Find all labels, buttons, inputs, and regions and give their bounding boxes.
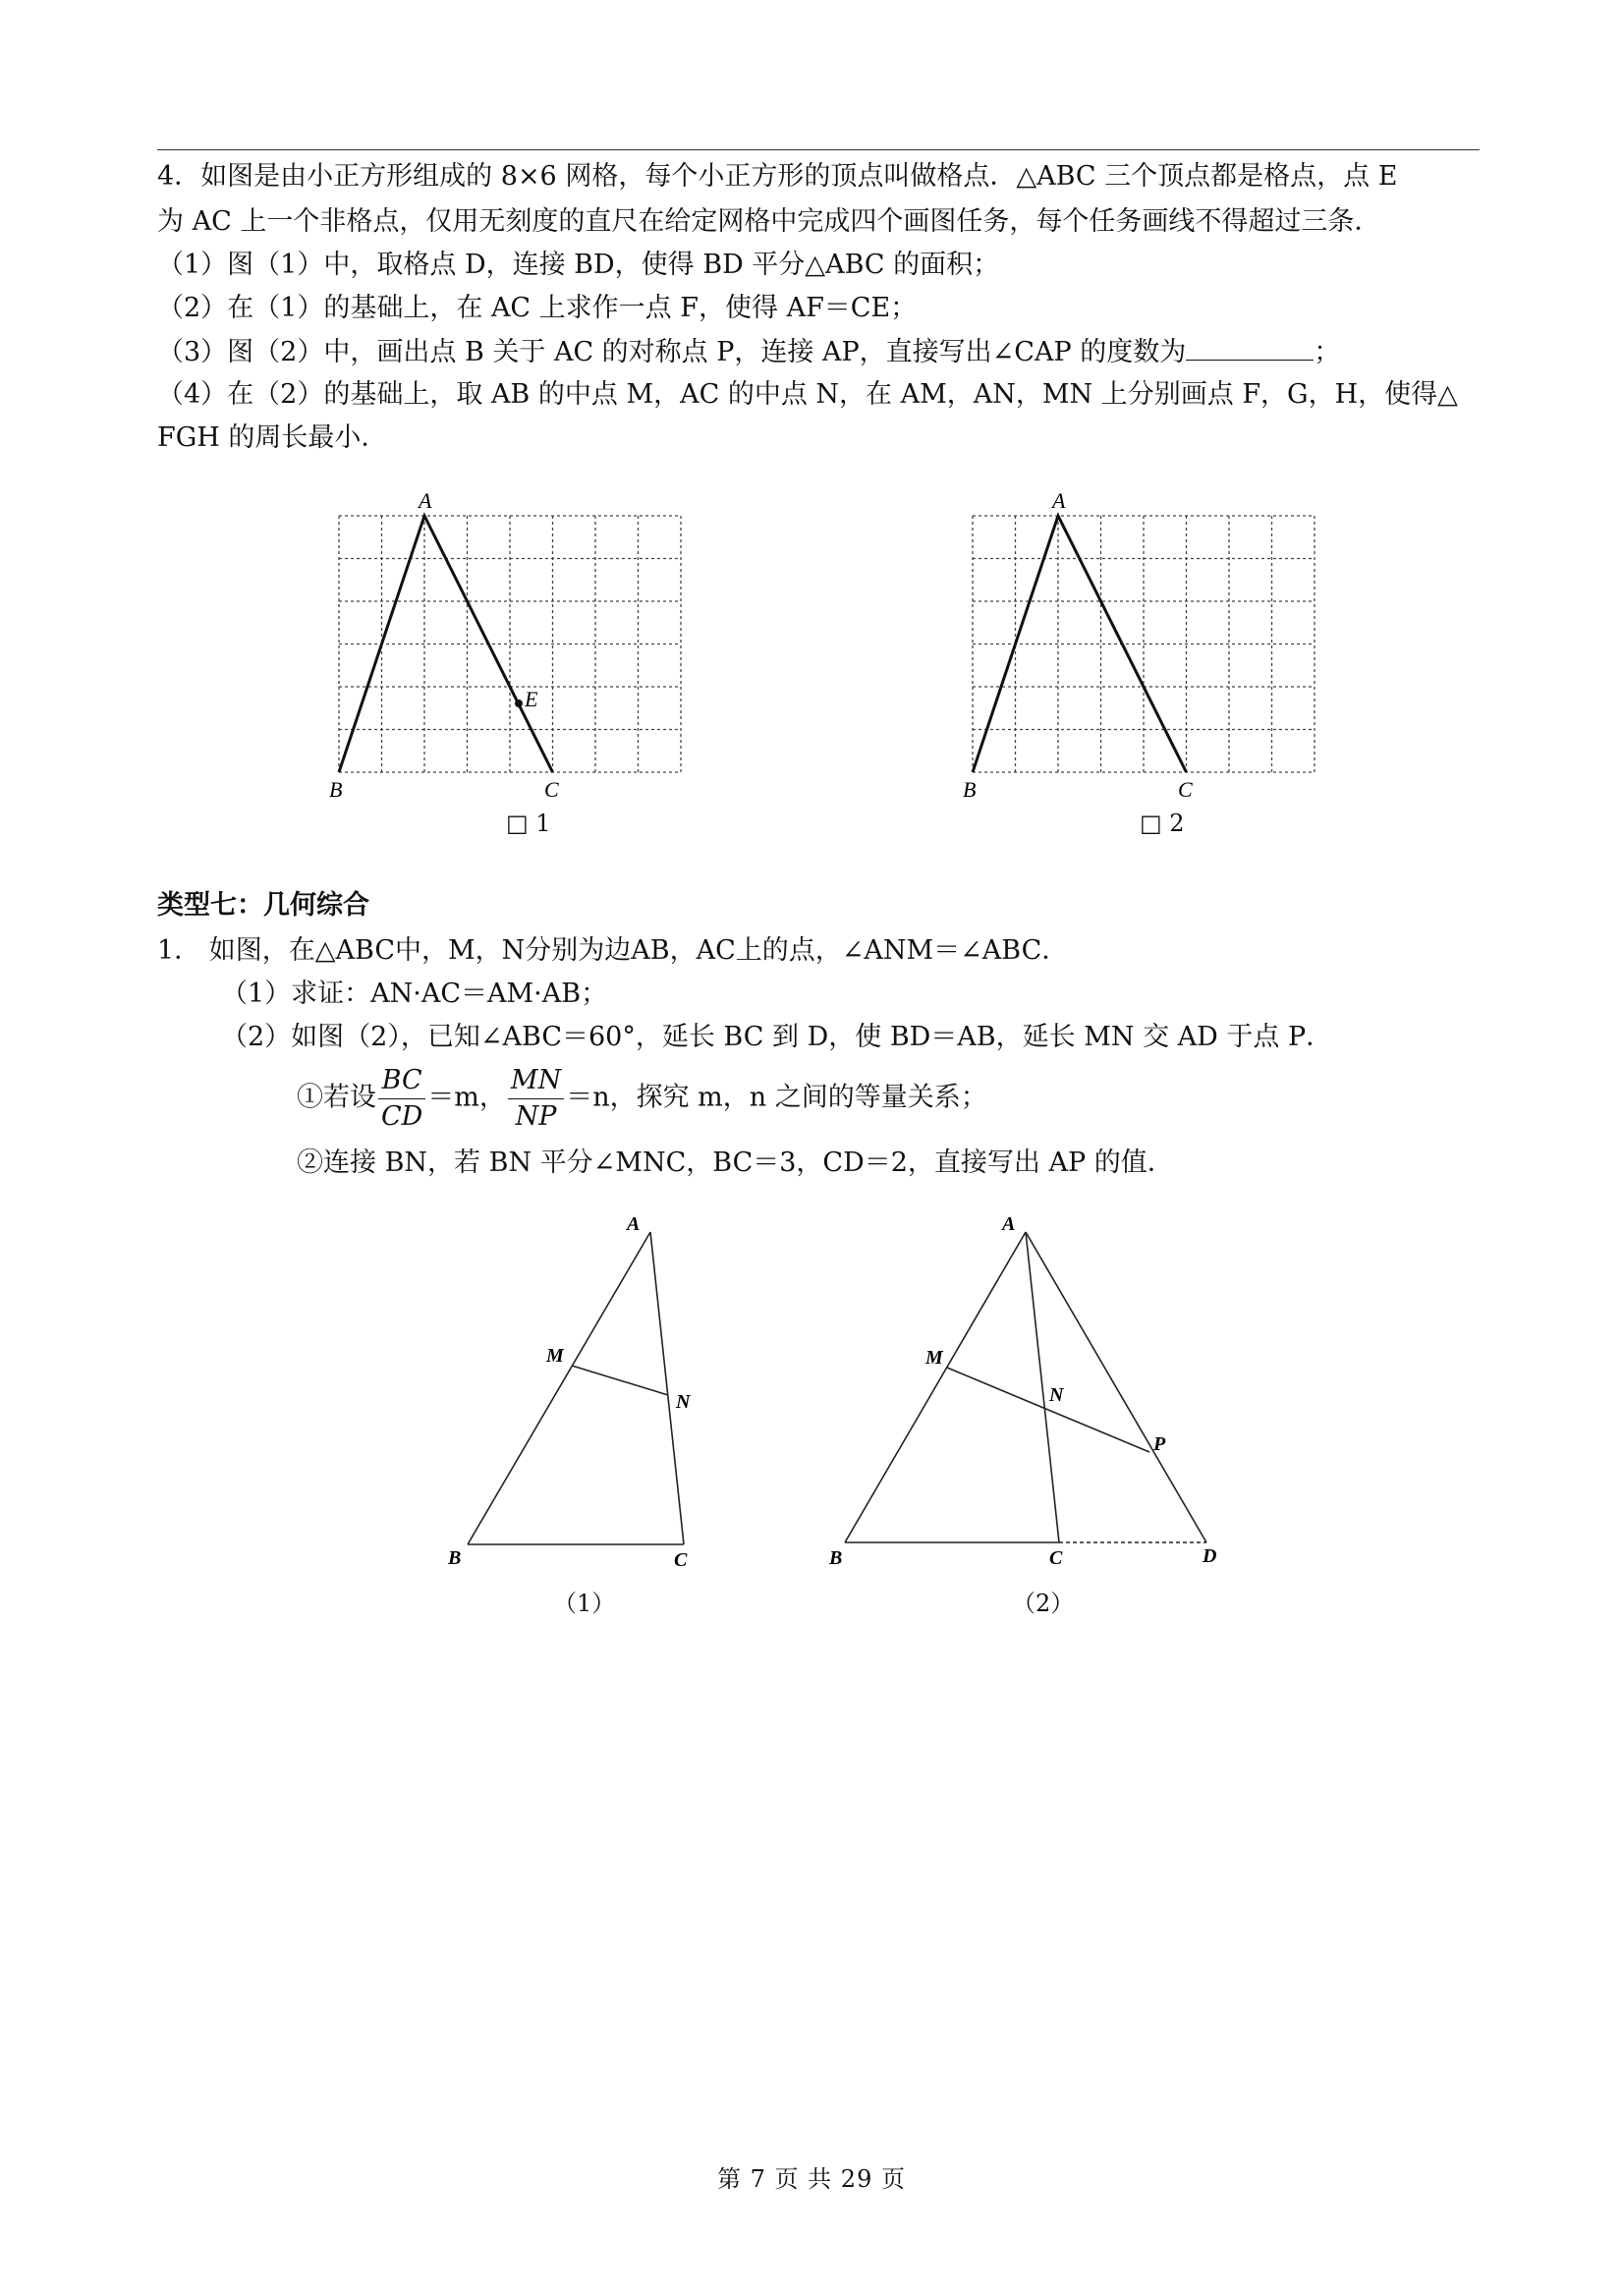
- label-m: M: [925, 1347, 943, 1369]
- page-footer: 第 7 页 共 29 页: [717, 2165, 906, 2193]
- problem4-task3: [157, 338, 1340, 365]
- label-a: A: [1002, 1213, 1016, 1235]
- fraction-numerator: MN: [508, 1066, 564, 1099]
- fraction-denominator: CD: [381, 1100, 423, 1132]
- problem4-line2: 为 AC 上一个非格点，仅用无刻度的直尺在给定网格中完成四个画图任务，每个任务画线不得超过三条．: [157, 206, 1381, 237]
- segment-ac: [650, 1232, 684, 1544]
- point-e: [515, 700, 523, 707]
- label-e: E: [525, 687, 538, 711]
- triangle-figure-2-caption: （2）: [1012, 1590, 1075, 1617]
- label-d: D: [1203, 1545, 1217, 1567]
- grid-figure-1-caption: □ 1: [506, 810, 551, 837]
- grid-figure-2: [948, 486, 1341, 811]
- section-heading: 类型七：几何综合: [157, 890, 369, 921]
- label-a: A: [627, 1213, 641, 1235]
- label-c: C: [1178, 777, 1193, 802]
- segment-ab: [845, 1232, 1026, 1542]
- label-b: B: [963, 777, 977, 802]
- q1-sub1-suffix: ＝n，探究 m，n 之间的等量关系；: [566, 1082, 987, 1113]
- fraction-denominator: NP: [515, 1100, 557, 1132]
- grid-figure-2-caption: □ 2: [1140, 810, 1185, 837]
- q1-sub2: ②连接 BN，若 BN 平分∠MNC，BC＝3，CD＝2，直接写出 AP 的值．: [297, 1148, 1174, 1178]
- grid-lines: [973, 516, 1315, 772]
- q1-part2: （2）如图（2），已知∠ABC＝60°，延长 BC 到 D，使 BD＝AB，延长 MN 交 AD 于点 P．: [221, 1022, 1333, 1052]
- label-b: B: [329, 777, 343, 802]
- problem4-task4-line2: FGH 的周长最小．: [157, 422, 388, 453]
- label-b: B: [829, 1547, 843, 1569]
- problem4-line1: 4．如图是由小正方形组成的 8×6 网格，每个小正方形的顶点叫做格点．△ABC 三个顶点都是格点，点 E: [157, 161, 1398, 192]
- label-c: C: [674, 1549, 688, 1571]
- label-a: A: [419, 488, 432, 513]
- label-a: A: [1052, 488, 1066, 513]
- fraction-bc-cd: [378, 1066, 425, 1131]
- q1-part1: （1）求证：AN·AC＝AM·AB；: [221, 979, 608, 1009]
- grid-figure-1: [314, 486, 707, 811]
- label-n: N: [1049, 1384, 1064, 1406]
- q1-sub1: [297, 1066, 987, 1131]
- triangle-figure-1-caption: （1）: [553, 1590, 616, 1617]
- label-m: M: [546, 1345, 564, 1367]
- problem4-task2: （2）在（1）的基础上，在 AC 上求作一点 F，使得 AF＝CE；: [157, 293, 918, 323]
- problem4-task4-line1: （4）在（2）的基础上，取 AB 的中点 M，AC 的中点 N，在 AM，AN，MN 上分别画点 F，G，H，使得△: [157, 379, 1458, 410]
- header-rule: [157, 149, 1480, 150]
- grid-lines: [339, 516, 681, 772]
- q1-line1: 1． 如图，在△ABC中，M，N分别为边AB，AC上的点，∠ANM＝∠ABC．: [157, 935, 1069, 966]
- triangle-figure-1: [432, 1208, 727, 1582]
- segment-ab: [468, 1232, 650, 1544]
- triangle-figure-2: [815, 1208, 1248, 1582]
- answer-blank: [1186, 338, 1314, 361]
- label-b: B: [448, 1547, 462, 1569]
- label-c: C: [544, 777, 559, 802]
- label-p: P: [1153, 1433, 1166, 1455]
- label-c: C: [1049, 1547, 1063, 1569]
- problem4-task1: （1）图（1）中，取格点 D，连接 BD，使得 BD 平分△ABC 的面积；: [157, 250, 1000, 280]
- q1-sub1-mid: ＝m，: [427, 1082, 506, 1113]
- label-n: N: [676, 1391, 691, 1413]
- q1-sub1-prefix: ①若设: [297, 1082, 376, 1113]
- segment-mn: [572, 1366, 668, 1395]
- problem4-task3-end: ；: [1314, 337, 1341, 367]
- fraction-numerator: BC: [378, 1066, 425, 1099]
- fraction-mn-np: [508, 1066, 564, 1131]
- problem4-task3-text: （3）图（2）中，画出点 B 关于 AC 的对称点 P，连接 AP，直接写出∠CAP 的度数为: [157, 337, 1187, 367]
